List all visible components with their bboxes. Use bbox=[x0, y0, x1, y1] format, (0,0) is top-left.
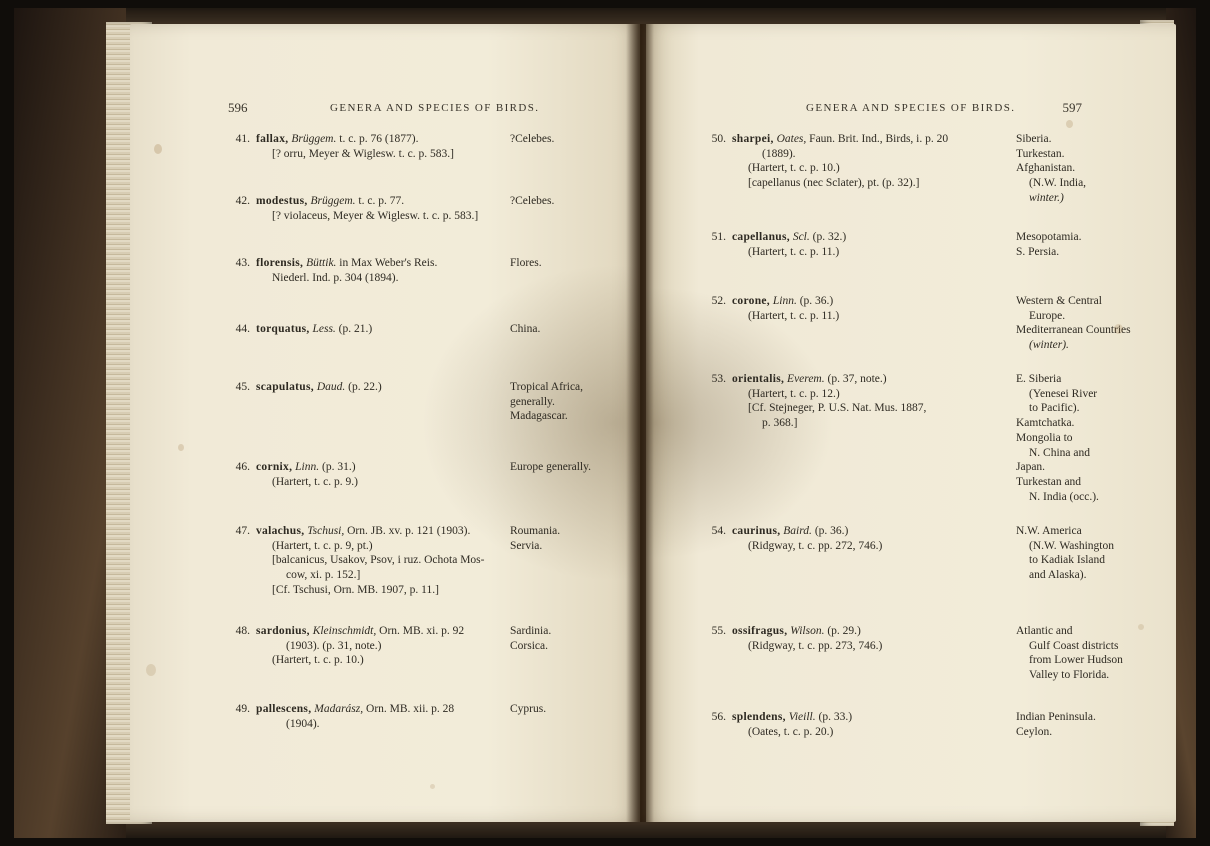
authority-name: Kleinschmidt, bbox=[312, 625, 377, 637]
entry-number: 41. bbox=[235, 133, 250, 145]
entry-text bbox=[230, 524, 630, 598]
entry-reference: (p. 31.) bbox=[319, 461, 356, 473]
species-name: modestus, bbox=[256, 195, 308, 207]
entry-reference: in Max Weber's Reis. bbox=[336, 257, 438, 269]
locality-line: S. Persia. bbox=[1016, 245, 1060, 258]
locality-line: winter.) bbox=[1029, 191, 1064, 204]
entry-subline: (Hartert, t. c. p. 9, pt.) bbox=[272, 539, 373, 552]
locality-line: (winter). bbox=[1029, 339, 1069, 352]
species-name: pallescens, bbox=[256, 703, 312, 715]
species-name: sardonius, bbox=[256, 625, 310, 637]
locality-line: Ceylon. bbox=[1016, 725, 1053, 738]
locality-line: N. India (occ.). bbox=[1029, 490, 1099, 503]
entry-text bbox=[230, 322, 630, 337]
locality-line: Kamtchatka. bbox=[1016, 417, 1075, 430]
species-entry bbox=[706, 372, 1146, 503]
species-entry bbox=[230, 702, 630, 731]
entry-subline: (Hartert, t. c. p. 11.) bbox=[748, 245, 840, 258]
locality-line: to Pacific). bbox=[1029, 402, 1080, 415]
locality-line: Indian Peninsula. bbox=[1016, 711, 1096, 723]
entry-reference: Orn. MB. xii. p. 28 bbox=[363, 703, 455, 715]
authority-name: Baird. bbox=[783, 525, 812, 537]
entry-subline: (Hartert, t. c. p. 10.) bbox=[748, 162, 840, 175]
entry-subline: [balcanicus, Usakov, Psov, i ruz. Ochota Mos- bbox=[272, 554, 485, 567]
species-entry bbox=[230, 624, 630, 668]
locality-line: Siberia. bbox=[1016, 133, 1052, 145]
entry-number: 46. bbox=[235, 461, 250, 473]
authority-name: Less. bbox=[312, 323, 336, 335]
locality-line: Europe. bbox=[1029, 309, 1066, 322]
locality-line: Europe generally. bbox=[510, 461, 591, 473]
locality-line: Gulf Coast districts bbox=[1029, 639, 1119, 652]
locality-line: Western & Central bbox=[1016, 295, 1102, 307]
locality-text bbox=[510, 624, 551, 653]
authority-name: Scl. bbox=[792, 231, 810, 243]
entry-reference: Orn. JB. xv. p. 121 (1903). bbox=[344, 525, 471, 537]
entry-reference: Faun. Brit. Ind., Birds, i. p. 20 bbox=[806, 133, 949, 145]
locality-line: Mediterranean Countries bbox=[1016, 324, 1131, 337]
locality-line: ?Celebes. bbox=[510, 195, 555, 207]
authority-name: Madarász, bbox=[314, 703, 364, 715]
locality-line: (N.W. India, bbox=[1029, 177, 1087, 190]
species-name: corone, bbox=[732, 295, 770, 307]
locality-line: ?Celebes. bbox=[510, 133, 555, 145]
locality-line: and Alaska). bbox=[1029, 569, 1087, 582]
locality-line: Roumania. bbox=[510, 525, 561, 537]
locality-line: Atlantic and bbox=[1016, 625, 1073, 637]
entry-subline: [capellanus (nec Sclater), pt. (p. 32).] bbox=[748, 177, 920, 190]
entry-reference: (p. 36.) bbox=[811, 525, 849, 537]
locality-line: Corsica. bbox=[510, 639, 549, 652]
species-entry bbox=[230, 256, 630, 285]
entry-subline: (Hartert, t. c. p. 12.) bbox=[748, 387, 840, 400]
authority-name: Daud. bbox=[316, 381, 346, 393]
locality-line: Flores. bbox=[510, 257, 542, 269]
entry-subline: [? orru, Meyer & Wiglesw. t. c. p. 583.] bbox=[272, 147, 454, 160]
species-entry bbox=[706, 624, 1146, 682]
locality-text bbox=[1016, 230, 1081, 259]
entry-number: 54. bbox=[711, 525, 726, 537]
entry-text bbox=[230, 702, 630, 731]
authority-name: Everem. bbox=[787, 373, 825, 385]
entry-reference: (p. 37, note.) bbox=[824, 373, 887, 385]
entry-number: 52. bbox=[711, 295, 726, 307]
entry-reference: t. c. p. 77. bbox=[355, 195, 405, 207]
entry-number: 48. bbox=[235, 625, 250, 637]
species-name: capellanus, bbox=[732, 231, 790, 243]
authority-name: Büttik. bbox=[306, 257, 337, 269]
authority-name: Linn. bbox=[295, 461, 320, 473]
species-name: florensis, bbox=[256, 257, 304, 269]
entry-number: 56. bbox=[711, 711, 726, 723]
species-name: valachus, bbox=[256, 525, 305, 537]
locality-line: Mongolia to bbox=[1016, 431, 1073, 444]
entry-number: 43. bbox=[235, 257, 250, 269]
running-head-right: GENERA AND SPECIES OF BIRDS. bbox=[806, 102, 1016, 114]
species-name: fallax, bbox=[256, 133, 289, 145]
locality-line: Turkestan and bbox=[1016, 476, 1082, 489]
locality-text bbox=[510, 702, 546, 717]
species-entry bbox=[230, 322, 630, 337]
locality-line: Mesopotamia. bbox=[1016, 231, 1082, 243]
locality-line: Tropical Africa, bbox=[510, 381, 584, 393]
locality-line: Afghanistan. bbox=[1016, 162, 1076, 175]
locality-line: (N.W. Washington bbox=[1029, 539, 1115, 552]
authority-name: Vieill. bbox=[788, 711, 816, 723]
entry-reference: (p. 33.) bbox=[815, 711, 853, 723]
species-name: splendens, bbox=[732, 711, 786, 723]
authority-name: Oates, bbox=[776, 133, 807, 145]
authority-name: Brüggem. bbox=[291, 133, 337, 145]
entry-subline: [? violaceus, Meyer & Wiglesw. t. c. p. 583.] bbox=[272, 209, 479, 222]
authority-name: Tschusi, bbox=[307, 525, 345, 537]
entry-number: 47. bbox=[235, 525, 250, 537]
authority-name: Wilson. bbox=[790, 625, 825, 637]
locality-line: Sardinia. bbox=[510, 625, 552, 637]
locality-line: Servia. bbox=[510, 539, 543, 552]
entry-subline: [Cf. Tschusi, Orn. MB. 1907, p. 11.] bbox=[272, 583, 439, 596]
entry-number: 42. bbox=[235, 195, 250, 207]
running-head-left: GENERA AND SPECIES OF BIRDS. bbox=[330, 102, 540, 114]
locality-text bbox=[1016, 372, 1099, 504]
entry-subline: (Ridgway, t. c. pp. 272, 746.) bbox=[748, 539, 883, 552]
entry-subline: (Hartert, t. c. p. 11.) bbox=[748, 309, 840, 322]
entry-number: 44. bbox=[235, 323, 250, 335]
species-name: orientalis, bbox=[732, 373, 785, 385]
locality-text bbox=[1016, 710, 1096, 739]
species-entry bbox=[706, 524, 1146, 582]
locality-text bbox=[1016, 524, 1114, 583]
species-entry bbox=[230, 460, 630, 489]
locality-line: Turkestan. bbox=[1016, 147, 1065, 160]
authority-name: Brüggem. bbox=[310, 195, 356, 207]
entry-subline: (1904). bbox=[286, 717, 320, 730]
species-entry bbox=[230, 524, 630, 598]
entry-number: 50. bbox=[711, 133, 726, 145]
species-entry bbox=[230, 132, 630, 161]
locality-line: China. bbox=[510, 323, 541, 335]
locality-line: E. Siberia bbox=[1016, 373, 1062, 385]
locality-text bbox=[1016, 624, 1123, 683]
locality-line: Valley to Florida. bbox=[1029, 669, 1110, 682]
entry-subline: (Oates, t. c. p. 20.) bbox=[748, 725, 834, 738]
entry-subline: p. 368.] bbox=[762, 417, 798, 430]
entry-subline: (1903). (p. 31, note.) bbox=[286, 639, 382, 652]
entry-subline: (Hartert, t. c. p. 10.) bbox=[272, 654, 364, 667]
entry-text bbox=[230, 256, 630, 285]
entry-number: 51. bbox=[711, 231, 726, 243]
entry-number: 49. bbox=[235, 703, 250, 715]
species-entry bbox=[230, 194, 630, 223]
locality-text bbox=[510, 256, 542, 271]
entry-text bbox=[230, 624, 630, 668]
entry-text bbox=[230, 194, 630, 223]
entry-subline: (Ridgway, t. c. pp. 273, 746.) bbox=[748, 639, 883, 652]
locality-text bbox=[510, 132, 554, 147]
species-entry bbox=[230, 380, 630, 423]
entry-reference: (p. 36.) bbox=[796, 295, 834, 307]
species-name: sharpei, bbox=[732, 133, 774, 145]
entry-reference: (p. 21.) bbox=[335, 323, 373, 335]
locality-line: Cyprus. bbox=[510, 703, 547, 715]
entry-reference: (p. 29.) bbox=[824, 625, 861, 637]
entry-subline: cow, xi. p. 152.] bbox=[286, 569, 361, 582]
folio-right: 597 bbox=[1062, 100, 1082, 115]
species-name: scapulatus, bbox=[256, 381, 314, 393]
folio-left: 596 bbox=[228, 100, 248, 115]
species-entry bbox=[706, 230, 1146, 259]
species-entry bbox=[706, 132, 1146, 204]
locality-text bbox=[1016, 132, 1086, 206]
entry-subline: Niederl. Ind. p. 304 (1894). bbox=[272, 271, 399, 284]
locality-line: Madagascar. bbox=[510, 410, 568, 423]
locality-line: (Yenesei River bbox=[1029, 387, 1098, 400]
locality-text bbox=[510, 460, 591, 475]
species-entry bbox=[706, 294, 1146, 352]
entry-subline: (1889). bbox=[762, 147, 796, 160]
locality-text bbox=[510, 322, 540, 337]
entry-reference: t. c. p. 76 (1877). bbox=[336, 133, 419, 145]
locality-line: to Kadiak Island bbox=[1029, 554, 1106, 567]
entry-reference: (p. 22.) bbox=[345, 381, 382, 393]
locality-text bbox=[510, 524, 560, 553]
entry-subline: [Cf. Stejneger, P. U.S. Nat. Mus. 1887, bbox=[748, 402, 927, 415]
species-name: caurinus, bbox=[732, 525, 781, 537]
page-left bbox=[130, 24, 640, 822]
entry-number: 45. bbox=[235, 381, 250, 393]
page-right bbox=[646, 24, 1176, 822]
species-name: torquatus, bbox=[256, 323, 310, 335]
locality-line: N. China and bbox=[1029, 446, 1091, 459]
authority-name: Linn. bbox=[772, 295, 797, 307]
entry-number: 53. bbox=[711, 373, 726, 385]
entry-subline: (Hartert, t. c. p. 9.) bbox=[272, 475, 358, 488]
species-name: cornix, bbox=[256, 461, 293, 473]
locality-line: Japan. bbox=[1016, 461, 1046, 474]
species-name: ossifragus, bbox=[732, 625, 788, 637]
locality-line: from Lower Hudson bbox=[1029, 654, 1123, 667]
entry-reference: Orn. MB. xi. p. 92 bbox=[376, 625, 465, 637]
entry-text bbox=[230, 132, 630, 161]
species-entry bbox=[706, 710, 1146, 739]
locality-text bbox=[510, 194, 554, 209]
entry-reference: (p. 32.) bbox=[809, 231, 847, 243]
open-book bbox=[14, 8, 1196, 838]
entry-number: 55. bbox=[711, 625, 726, 637]
locality-line: generally. bbox=[510, 395, 555, 408]
locality-line: N.W. America bbox=[1016, 525, 1082, 537]
locality-text bbox=[510, 380, 583, 424]
locality-text bbox=[1016, 294, 1131, 353]
